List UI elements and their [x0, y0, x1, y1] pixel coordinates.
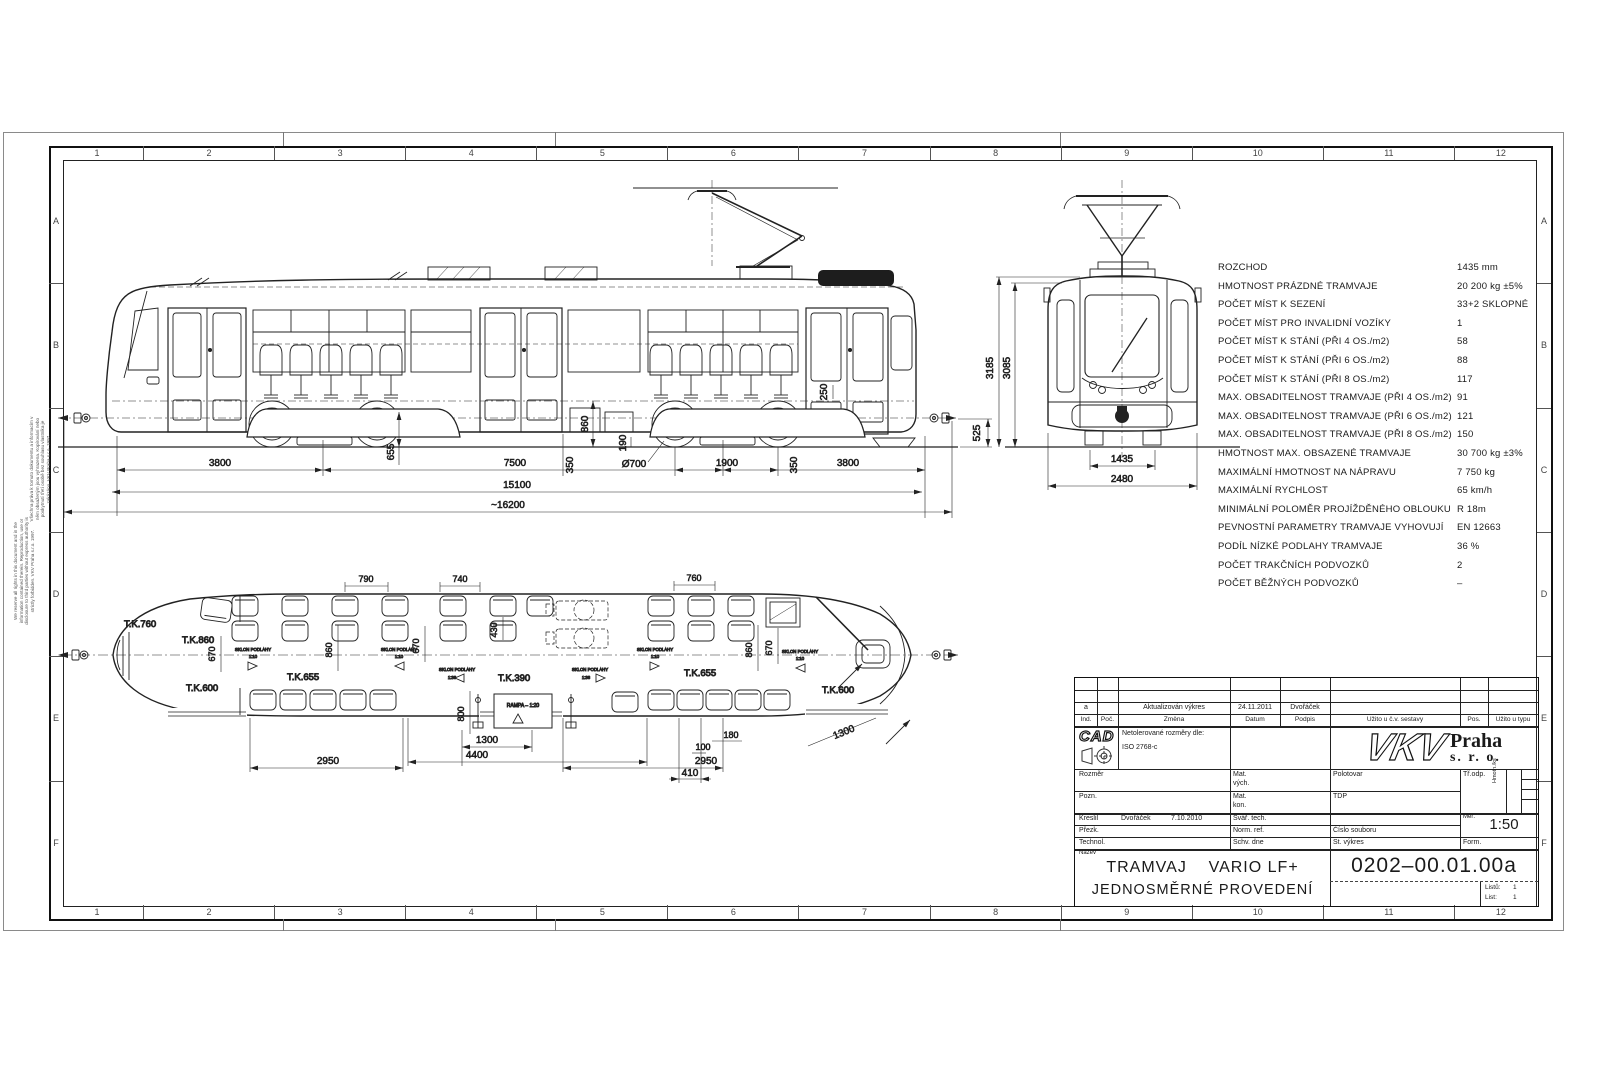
spec-row	[1218, 575, 1540, 594]
spec-value: 2	[1457, 559, 1463, 571]
tolerance-note-line1: Netolerované rozměry dle:	[1122, 730, 1205, 737]
spec-value: 20 200 kg ±5%	[1457, 280, 1523, 292]
dim-350-left: 350	[565, 456, 576, 474]
plan-view-drawing	[58, 573, 958, 783]
grid-col-label: 4	[406, 905, 537, 919]
spec-row	[1218, 315, 1540, 334]
grid-col-label: 11	[1324, 146, 1455, 160]
field-nazev: Název	[1079, 850, 1097, 856]
dim-3085: 3085	[1002, 356, 1013, 380]
dim-16200: ~16200	[491, 500, 525, 511]
spec-value: R 18m	[1457, 503, 1486, 515]
grid-col-label: 9	[1062, 905, 1193, 919]
field-kreslil-date: 7.10.2010	[1171, 814, 1203, 822]
spec-label: HMOTNOST MAX. OBSAZENÉ TRAMVAJE	[1218, 447, 1412, 459]
grid-col-label: 9	[1062, 146, 1193, 160]
dim-3800-left: 3800	[208, 458, 232, 469]
grid-row-label: E	[1537, 657, 1551, 781]
spec-row	[1218, 333, 1540, 352]
dim-1300-right: 1300	[831, 723, 857, 742]
wheelchair-area	[546, 600, 608, 648]
dim-525: 525	[972, 424, 983, 442]
spec-value: EN 12663	[1457, 522, 1501, 534]
cad-logo: CAD	[1079, 728, 1115, 745]
drawing-title-line2: JEDNOSMĚRNÉ PROVEDENÍ	[1091, 882, 1314, 898]
field-mat-vych-1: Mat.	[1233, 771, 1247, 778]
spec-value: 91	[1457, 392, 1468, 404]
grid-col-label: 12	[1495, 147, 1506, 158]
spec-label: MAX. OBSADITELNOST TRAMVAJE (PŘI 8 OS./m2)	[1218, 429, 1452, 441]
side-windows	[253, 310, 912, 372]
revision-change: Aktualizován výkres	[1143, 704, 1205, 711]
col-header-uzito-cv: Užito u č.v. sestavy	[1366, 716, 1424, 723]
dim-15100: 15100	[503, 480, 531, 491]
spec-label: MAXIMÁLNÍ HMOTNOST NA NÁPRAVU	[1218, 466, 1397, 478]
spec-value: 65 km/h	[1457, 485, 1493, 497]
col-header-pos: Pos.	[1467, 716, 1481, 723]
spec-label: MAX. OBSADITELNOST TRAMVAJE (PŘI 6 OS./m2)	[1218, 410, 1452, 422]
spec-row	[1218, 278, 1540, 297]
dim-740: 740	[452, 574, 468, 584]
slope-ratio: 1:10	[394, 654, 404, 659]
dim-180: 180	[723, 730, 739, 740]
field-svar-tech: Svář. tech.	[1233, 815, 1267, 822]
tk-label: T.K.760	[124, 619, 157, 630]
spec-value: 88	[1457, 354, 1468, 366]
dim-1435: 1435	[1110, 454, 1134, 465]
spec-value: 58	[1457, 336, 1468, 348]
listu-value: 1	[1513, 884, 1517, 891]
spec-label: POČET MÍST K SEZENÍ	[1218, 299, 1326, 311]
dim-4400: 4400	[465, 750, 489, 761]
grid-col-label: 11	[1324, 905, 1455, 919]
dim-1900: 1900	[715, 458, 739, 469]
grid-col-label: 2	[144, 905, 275, 919]
bogie-left	[247, 401, 460, 447]
grid-col-label: 6	[668, 905, 799, 919]
side-seats	[260, 345, 792, 398]
spec-row	[1218, 408, 1540, 427]
field-mer: Měř.	[1463, 814, 1475, 820]
spec-row	[1218, 426, 1540, 445]
slope-ratio: 1:10	[795, 656, 805, 661]
field-prezk: Přezk.	[1079, 827, 1099, 834]
grid-col-label: 7	[799, 146, 930, 160]
dim-860a: 860	[324, 642, 334, 658]
tk-label: T.K.860	[182, 635, 215, 646]
spec-row	[1218, 389, 1540, 408]
dim-655: 655	[386, 443, 397, 461]
field-st-vykres: St. výkres	[1333, 839, 1364, 846]
spec-row	[1218, 445, 1540, 464]
spec-value: 1	[1457, 317, 1463, 329]
field-kreslil-name: Dvořáček	[1121, 814, 1151, 822]
col-header-podpis: Podpis	[1294, 716, 1316, 723]
spec-value: 117	[1457, 373, 1473, 385]
field-polotovar: Polotovar	[1333, 771, 1363, 778]
spec-label: POČET MÍST PRO INVALIDNÍ VOZÍKY	[1218, 317, 1392, 329]
drawing-number: 0202–00.01.00a	[1351, 854, 1517, 877]
dim-760: 760	[686, 573, 702, 583]
dim-860: 860	[580, 415, 591, 433]
logo-vkv: VKV	[1361, 726, 1449, 769]
spec-table	[1218, 259, 1540, 594]
grid-col-label: 3	[275, 905, 406, 919]
dim-800: 800	[456, 706, 466, 722]
ramp-label: RAMPA – 1:20	[506, 703, 540, 709]
bogie-right	[650, 401, 865, 447]
grid-col-label: 12	[1495, 906, 1506, 917]
grid-col-label: 7	[799, 905, 930, 919]
spec-label: POČET MÍST K STÁNÍ (PŘI 6 OS./m2)	[1218, 354, 1390, 366]
grid-col-label: 1	[51, 146, 144, 160]
spec-value: 36 %	[1457, 540, 1480, 552]
spec-row	[1218, 482, 1540, 501]
dim-670a: 670	[207, 646, 217, 662]
slope-title: SKLON PODLAHY	[380, 647, 418, 652]
front-view-drawing	[985, 180, 1240, 490]
field-hmotn: Hmotn./ks	[1492, 758, 1498, 783]
list-label: List:	[1485, 894, 1497, 901]
spec-label: POČET MÍST K STÁNÍ (PŘI 4 OS./m2)	[1218, 336, 1390, 348]
dim-2950-right: 2950	[694, 756, 718, 767]
scale-value: 1:50	[1489, 816, 1519, 833]
dim-100: 100	[695, 742, 711, 752]
spec-value: 121	[1457, 410, 1474, 422]
grid-col-label: 4	[406, 146, 537, 160]
spec-label: POČET MÍST K STÁNÍ (PŘI 8 OS./m2)	[1218, 373, 1390, 385]
spec-row	[1218, 259, 1540, 278]
drawing-title-line1: TRAMVAJ VARIO LF+	[1106, 859, 1299, 876]
grid-col-label: 6	[668, 146, 799, 160]
tk-label: T.K.655	[287, 672, 320, 683]
tk-label: T.K.600	[186, 683, 219, 694]
spec-row	[1218, 371, 1540, 390]
spec-row	[1218, 519, 1540, 538]
spec-label: ROZCHOD	[1218, 262, 1268, 273]
col-header-poc: Poč.	[1100, 716, 1115, 723]
spec-label: POČET BĚŽNÝCH PODVOZKŮ	[1218, 578, 1359, 590]
grid-row-label: B	[1537, 284, 1551, 408]
spec-value: 7 750 kg	[1457, 466, 1496, 478]
spec-row	[1218, 501, 1540, 520]
field-technol: Technol.	[1079, 839, 1106, 846]
field-mat-vych-2: vých.	[1233, 780, 1250, 787]
grid-row-label: E	[49, 657, 63, 781]
spec-label: MINIMÁLNÍ POLOMĚR PROJÍŽDĚNÉHO OBLOUKU	[1218, 503, 1451, 515]
spec-row	[1218, 464, 1540, 483]
side-view-drawing	[58, 180, 992, 518]
slope-ratio: 1:10	[248, 654, 258, 659]
grid-row-label: C	[49, 409, 63, 533]
tolerance-note-line2: ISO 2768-c	[1122, 744, 1158, 751]
projection-symbol-icon	[1080, 746, 1114, 766]
grid-row-label: B	[49, 284, 63, 408]
listu-label: Listů:	[1485, 884, 1501, 891]
dim-430: 430	[489, 622, 499, 638]
grid-col-label: 3	[275, 146, 406, 160]
spec-value: 1435 mm	[1457, 262, 1499, 273]
field-form: Form.	[1463, 839, 1482, 846]
dim-2950-left: 2950	[316, 756, 340, 767]
field-schv-dne: Schv. dne	[1233, 839, 1264, 846]
slope-title: SKLON PODLAHY	[438, 667, 476, 672]
field-kreslil: Kreslil	[1079, 815, 1099, 822]
grid-col-label: 8	[931, 905, 1062, 919]
grid-row-label: D	[49, 533, 63, 657]
slope-title: SKLON PODLAHY	[234, 647, 272, 652]
col-header-uzito-typu: Užito u typu	[1495, 716, 1531, 723]
tk-label: T.K.390	[498, 673, 531, 684]
dim-250: 250	[819, 383, 830, 401]
field-mat-kon-2: kon.	[1233, 802, 1247, 809]
slope-title: SKLON PODLAHY	[781, 649, 819, 654]
door-front	[168, 308, 246, 432]
slope-ratio: 1:36	[447, 675, 457, 680]
dim-670b: 670	[411, 638, 421, 654]
tk-label: T.K.600	[822, 685, 855, 696]
field-tr-odp: Tř.odp.	[1463, 771, 1486, 778]
spec-value: 150	[1457, 429, 1474, 441]
grid-col-label: 8	[931, 146, 1062, 160]
grid-row-label: A	[49, 160, 63, 284]
field-norm-ref: Norm. ref.	[1233, 827, 1265, 834]
spec-row	[1218, 296, 1540, 315]
field-pozn: Pozn.	[1079, 793, 1097, 800]
slope-title: SKLON PODLAHY	[571, 667, 609, 672]
grid-row-label: F	[53, 837, 59, 848]
spec-label: HMOTNOST PRÁZDNÉ TRAMVAJE	[1218, 280, 1378, 292]
pantograph-side	[633, 180, 838, 267]
revision-index: a	[1084, 704, 1088, 711]
col-header-ind: Ind.	[1080, 716, 1092, 723]
spec-label: MAX. OBSADITELNOST TRAMVAJE (PŘI 4 OS./m2)	[1218, 392, 1452, 404]
revision-signature: Dvořáček	[1290, 704, 1320, 711]
col-header-zmena: Změna	[1163, 716, 1185, 723]
dim-1300-left: 1300	[475, 735, 499, 746]
spec-value: 33+2 SKLOPNÉ	[1457, 299, 1529, 311]
grid-col-label: 10	[1193, 905, 1324, 919]
spec-label: MAXIMÁLNÍ RYCHLOST	[1218, 485, 1329, 497]
slope-ratio: 1:36	[581, 675, 591, 680]
slope-ratio: 1:10	[650, 654, 660, 659]
dim-wheel-diameter: Ø700	[621, 459, 647, 470]
title-block	[1074, 677, 1539, 907]
tk-label: T.K.655	[684, 668, 717, 679]
dim-7500: 7500	[503, 458, 527, 469]
dim-790: 790	[358, 574, 374, 584]
grid-row-label: A	[1537, 160, 1551, 284]
grid-col-label: 5	[537, 146, 668, 160]
spec-value: 30 700 kg ±3%	[1457, 447, 1523, 459]
grid-row-label: F	[1541, 837, 1547, 848]
dim-3185: 3185	[985, 356, 996, 380]
spec-label: PODÍL NÍZKÉ PODLAHY TRAMVAJE	[1218, 540, 1383, 552]
field-mat-kon-1: Mat.	[1233, 793, 1247, 800]
roof-ac-unit	[818, 270, 894, 286]
drawing-number-separator	[1330, 881, 1538, 882]
spec-value: –	[1457, 578, 1463, 590]
spec-row	[1218, 352, 1540, 371]
logo-praha: Praha	[1449, 729, 1503, 752]
margin-note-czech: Všechna práva k tomuto dokumentu a informacím v něm obsaženým jsou vyhrazena. Kopírování nebo poskytnutí třetí osobě bez souhlasu vlastníka je zakázáno. VKV Praha s.r.o. 1997.	[29, 416, 51, 522]
dim-410: 410	[681, 768, 699, 779]
dim-860b: 860	[744, 642, 754, 658]
grid-row-label: C	[1537, 409, 1551, 533]
margin-note-english: We reserve all rights in this document and in the information contained therein. Reproduction, use or disclosure to third parties without express authority is strictly forbidden. VKV Praha s.r.o. 1997.	[13, 517, 35, 625]
grid-col-label: 2	[144, 146, 275, 160]
slope-title: SKLON PODLAHY	[636, 647, 674, 652]
door-middle	[480, 308, 562, 432]
grid-col-label: 5	[537, 905, 668, 919]
revision-date: 24.11.2011	[1238, 704, 1272, 711]
grid-row-label: D	[1537, 533, 1551, 657]
dim-670c: 670	[764, 640, 774, 656]
spec-row	[1218, 557, 1540, 576]
spec-row	[1218, 538, 1540, 557]
field-tdp: TDP	[1333, 793, 1347, 800]
field-cislo-souboru: Číslo souboru	[1333, 827, 1377, 834]
grid-col-label: 10	[1193, 146, 1324, 160]
list-value: 1	[1513, 894, 1517, 901]
col-header-datum: Datum	[1245, 716, 1265, 723]
field-rozmer: Rozměr	[1079, 771, 1104, 778]
spec-label: POČET TRAKČNÍCH PODVOZKŮ	[1218, 559, 1370, 571]
dim-350-right: 350	[789, 456, 800, 474]
dim-2480: 2480	[1110, 474, 1134, 485]
dim-190: 190	[618, 434, 629, 452]
dim-3800-right: 3800	[836, 458, 860, 469]
company-logo	[1330, 726, 1538, 769]
logo-sro: s. r. o.	[1449, 749, 1501, 765]
spec-label: PEVNOSTNÍ PARAMETRY TRAMVAJE VYHOVUJÍ	[1218, 522, 1444, 534]
grid-col-label: 1	[51, 905, 144, 919]
